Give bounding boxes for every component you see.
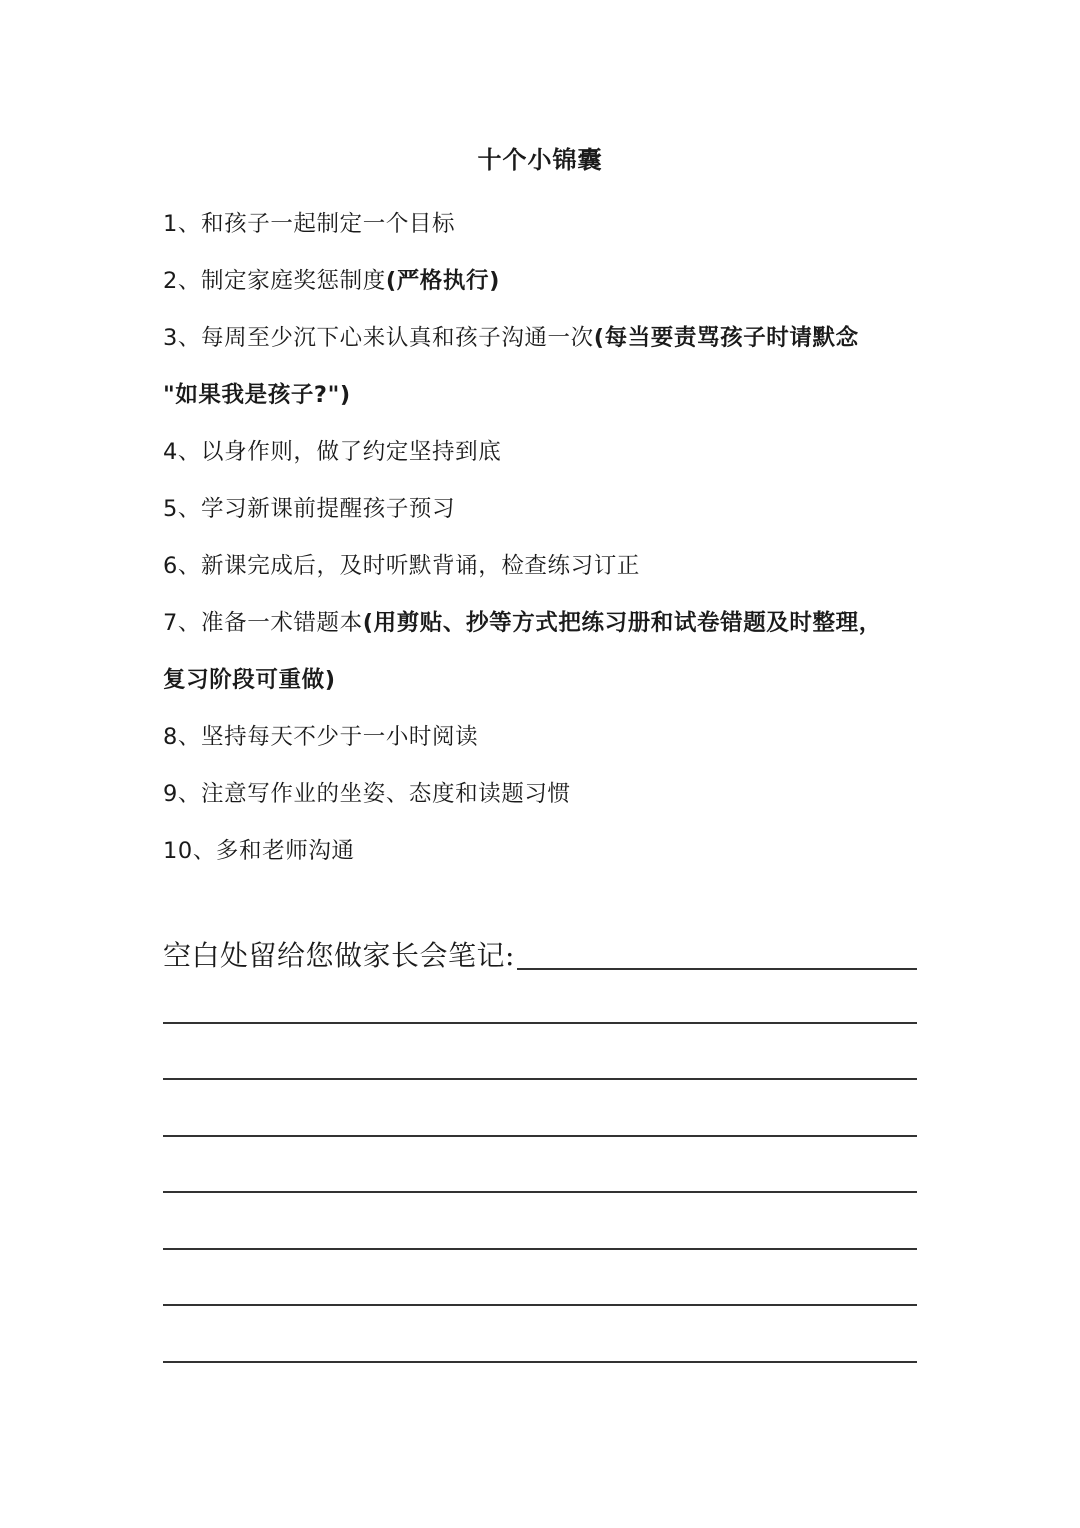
list-item [163,595,923,652]
item-text: 2、制定家庭奖惩制度 [163,268,386,294]
notes-blank-line [163,1248,917,1250]
item-text: 9、注意写作业的坐姿、态度和读题习惯 [163,781,571,807]
item-text: 6、新课完成后，及时听默背诵，检查练习订正 [163,553,640,579]
item-text: 5、学习新课前提醒孩子预习 [163,496,456,522]
item-bold-text: 复习阶段可重做) [163,667,336,693]
notes-label: 空白处留给您做家长会笔记: [163,939,515,972]
list-item [163,481,923,538]
item-bold-text: (严格执行) [385,268,500,294]
list-item [163,310,923,367]
tips-list [163,196,923,880]
list-item-continuation [163,652,923,709]
notes-blank-line [163,1078,917,1080]
item-text: 4、以身作则，做了约定坚持到底 [163,439,502,465]
list-item [163,823,923,880]
item-bold-text: "如果我是孩子?") [163,382,351,408]
item-text: 3、每周至少沉下心来认真和孩子沟通一次 [163,325,594,351]
notes-blank-line [163,1135,917,1137]
list-item [163,253,923,310]
item-text: 7、准备一术错题本 [163,610,363,636]
list-item [163,709,923,766]
item-bold-text: (每当要责骂孩子时请默念 [593,325,859,351]
notes-blank-line [517,968,917,970]
notes-blank-line [163,1361,917,1363]
list-item [163,424,923,481]
notes-blank-line [163,1191,917,1193]
list-item [163,766,923,823]
list-item [163,196,923,253]
page-title: 十个小锦囊 [477,145,603,174]
item-bold-text: (用剪贴、抄等方式把练习册和试卷错题及时整理， [362,610,882,636]
item-text: 1、和孩子一起制定一个目标 [163,211,456,237]
item-text: 8、坚持每天不少于一小时阅读 [163,724,479,750]
notes-blank-line [163,1022,917,1024]
notes-heading [163,930,917,976]
item-text: 10、多和老师沟通 [163,838,355,864]
list-item [163,538,923,595]
notes-blank-line [163,1304,917,1306]
list-item-continuation [163,367,923,424]
